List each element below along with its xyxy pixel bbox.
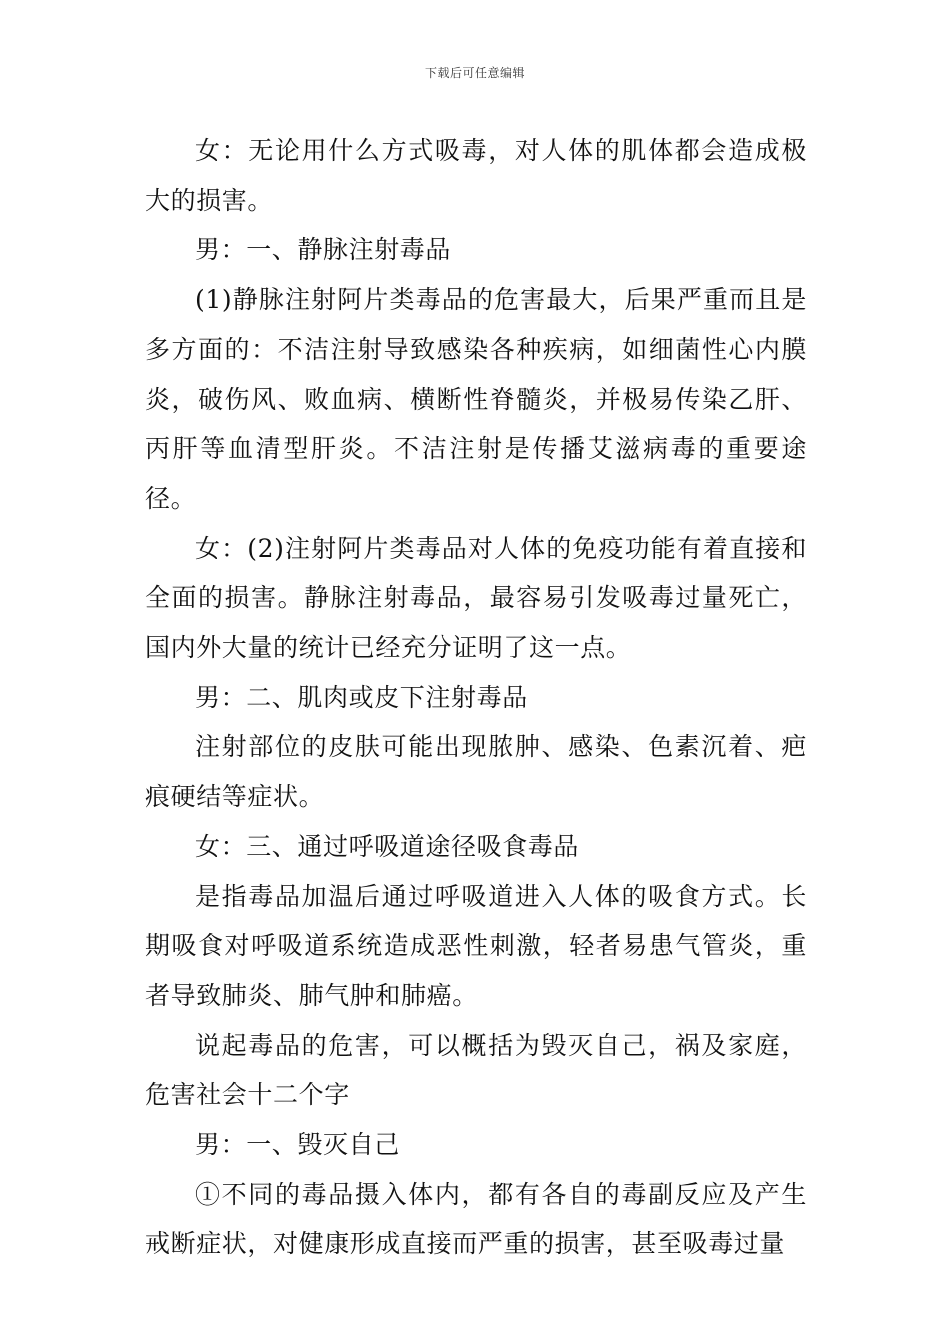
- page-header: 下载后可任意编辑: [424, 66, 525, 80]
- paragraph: 男：一、毁灭自己: [195, 1130, 400, 1160]
- paragraph: 说起毒品的危害，可以概括为毁灭自己，祸及家庭，危害社会十二个字: [145, 1030, 807, 1110]
- paragraph: 男：一、静脉注射毒品: [195, 235, 452, 265]
- paragraph: 是指毒品加温后通过呼吸道进入人体的吸食方式。长期吸食对呼吸道系统造成恶性刺激，轻者易患气管炎，重者导致肺炎、肺气肿和肺癌。: [145, 881, 807, 1010]
- paragraph: 女：无论用什么方式吸毒，对人体的肌体都会造成极大的损害。: [145, 136, 807, 215]
- paragraph: 注射部位的皮肤可能出现脓肿、感染、色素沉着、疤痕硬结等症状。: [145, 732, 807, 812]
- paragraph: 女：(2)注射阿片类毒品对人体的免疫功能有着直接和全面的损害。静脉注射毒品，最容易引发吸毒过量死亡，国内外大量的统计已经充分证明了这一点。: [145, 533, 807, 663]
- paragraph: 男：二、肌肉或皮下注射毒品: [195, 682, 528, 712]
- document-body: [145, 126, 807, 1269]
- paragraph: (1)静脉注射阿片类毒品的危害最大，后果严重而且是多方面的：不洁注射导致感染各种疾病，如细菌性心内膜炎，破伤风、败血病、横断性脊髓炎，并极易传染乙肝、丙肝等血清型肝炎。不洁注射是传播艾滋病毒的重要途径。: [145, 285, 807, 513]
- paragraph: ①不同的毒品摄入体内，都有各自的毒副反应及产生戒断症状，对健康形成直接而严重的损害，甚至吸毒过量: [145, 1179, 807, 1259]
- paragraph: 女：三、通过呼吸道途径吸食毒品: [195, 831, 580, 861]
